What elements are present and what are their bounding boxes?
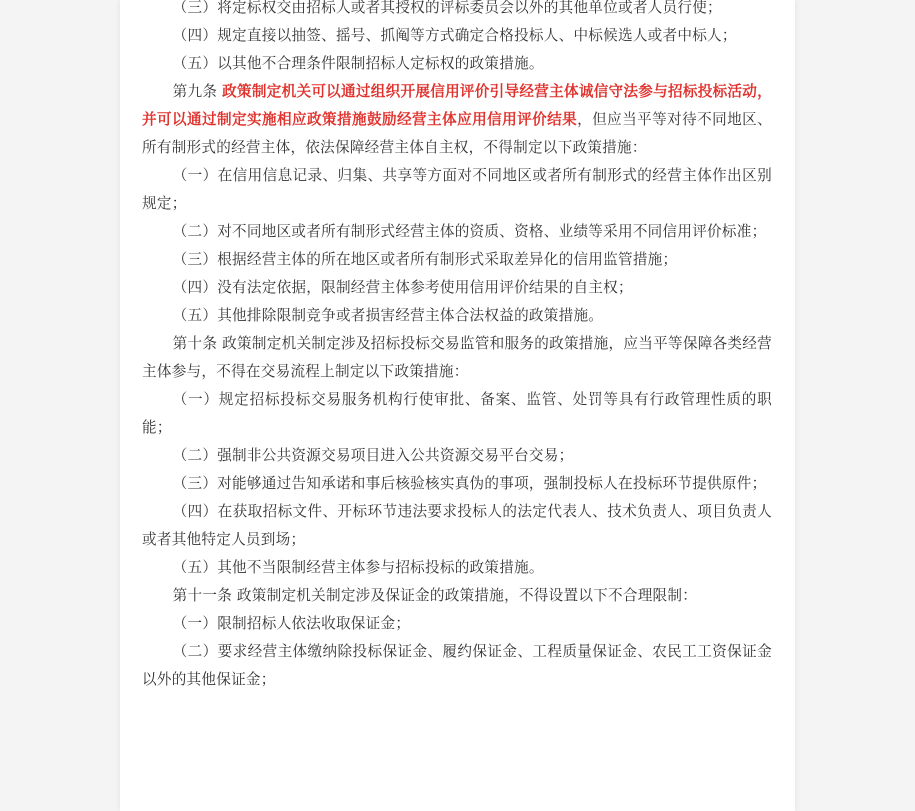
clause-item: （五）其他排除限制竞争或者损害经营主体合法权益的政策措施。 [172, 307, 604, 324]
clause-item: （四）在获取招标文件、开标环节违法要求投标人的法定代表人、技术负责人、项目负责人或者其他特定人员到场； [142, 503, 772, 548]
article-9-heading: 第九条 [172, 83, 223, 100]
clause-item: （五）其他不当限制经营主体参与招标投标的政策措施。 [172, 559, 544, 576]
clause-item: （二）强制非公共资源交易项目进入公共资源交易平台交易； [172, 447, 574, 464]
article-9-highlight: 政策制定机关可以通过组织开展信用评价引导经营主体诚信守法参与招标投标活动，并可以通过制定实施相应政策措施鼓励经营主体应用信用评价结果 [142, 83, 772, 128]
document-body [142, 0, 772, 694]
article-9 [142, 78, 772, 162]
article-11: 第十一条 政策制定机关制定涉及保证金的政策措施，不得设置以下不合理限制： [172, 587, 698, 604]
article-9-text: ，但应当平等对待不同地区、所有制形式的经营主体，依法保障经营主体自主权，不得制定以下政策措施： [142, 111, 772, 156]
clause-item: （五）以其他不合理条件限制招标人定标权的政策措施。 [172, 55, 544, 72]
document-page [120, 0, 795, 811]
clause-item: （四）没有法定依据，限制经营主体参考使用信用评价结果的自主权； [172, 279, 633, 296]
clause-item: （一）限制招标人依法收取保证金； [172, 615, 411, 632]
clause-item: （二）对不同地区或者所有制形式经营主体的资质、资格、业绩等采用不同信用评价标准； [172, 223, 767, 240]
clause-item: （三）对能够通过告知承诺和事后核验核实真伪的事项，强制投标人在投标环节提供原件； [172, 475, 767, 492]
clause-item: （四）规定直接以抽签、摇号、抓阄等方式确定合格投标人、中标候选人或者中标人； [172, 27, 737, 44]
clause-item: （一）规定招标投标交易服务机构行使审批、备案、监管、处罚等具有行政管理性质的职能； [142, 391, 772, 436]
clause-item: （三）根据经营主体的所在地区或者所有制形式采取差异化的信用监管措施； [172, 251, 678, 268]
clause-item: （一）在信用信息记录、归集、共享等方面对不同地区或者所有制形式的经营主体作出区别规定； [142, 167, 772, 212]
article-10: 第十条 政策制定机关制定涉及招标投标交易监管和服务的政策措施，应当平等保障各类经营主体参与，不得在交易流程上制定以下政策措施： [142, 335, 772, 380]
clause-item: （三）将定标权交由招标人或者其授权的评标委员会以外的其他单位或者人员行使； [172, 0, 722, 16]
clause-item: （二）要求经营主体缴纳除投标保证金、履约保证金、工程质量保证金、农民工工资保证金以外的其他保证金； [142, 643, 772, 688]
